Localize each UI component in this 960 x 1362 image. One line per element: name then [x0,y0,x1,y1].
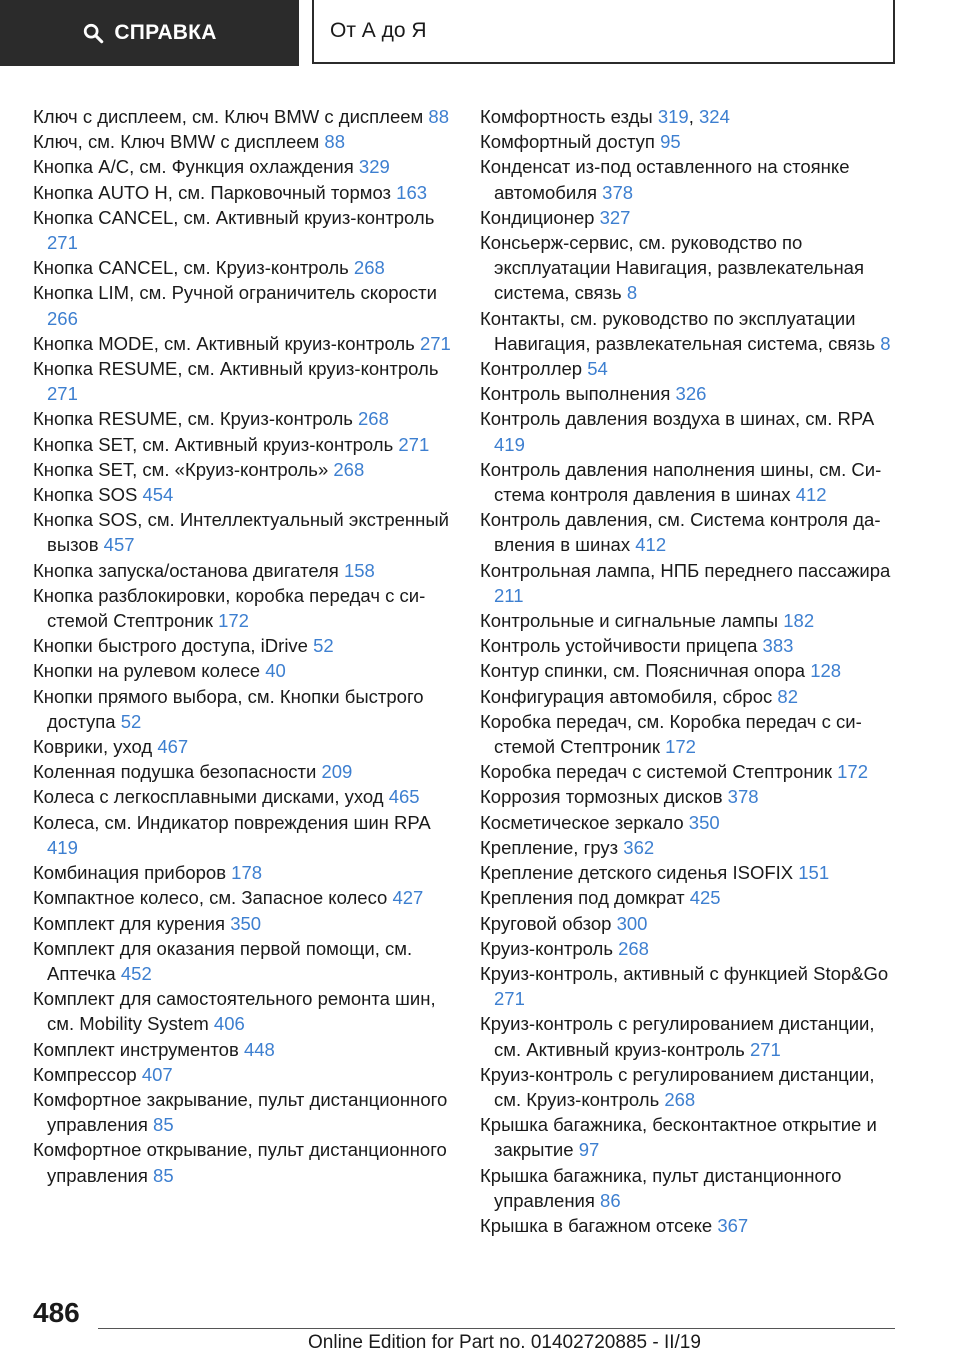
page-link[interactable]: 452 [120,962,152,984]
index-entry-text: Ключ, см. Ключ BMW с дисплеем [33,131,320,153]
header-bar [0,0,960,70]
index-entry-text: Комплект инструментов [33,1038,239,1060]
index-entry [33,784,458,809]
index-entry [33,1087,458,1137]
index-entry [33,1037,458,1062]
index-entry [33,759,458,784]
index-entry [480,1112,905,1162]
index-entry-text: Контроль давления воздуха в шинах, см. RPA [480,408,874,430]
index-entry-text: Коврики, уход [33,736,153,758]
page-link[interactable]: 151 [798,862,830,884]
index-entry [480,558,905,608]
page-separator: , [688,106,694,127]
index-entry-text: Кнопка разблокировки, коробка передач с системой Стептроник [33,584,426,632]
page-link[interactable]: 271 [47,232,78,254]
index-entry-text: Коррозия тормозных дисков [480,786,723,808]
index-entry [480,1062,905,1112]
index-entry-text: Крышка багажника, бесконтактное открытие и закрытие [480,1114,877,1161]
index-entry [33,482,458,507]
page-link[interactable]: 454 [142,484,174,506]
index-entry-text: Кнопка CANCEL, см. Круиз-контроль [33,257,349,279]
page-link[interactable]: 172 [218,610,249,632]
page-link[interactable]: 350 [230,912,262,934]
index-entry-text: Контур спинки, см. Поясничная опора [480,660,806,682]
index-entry-text: Кнопка SET, см. «Круиз-контроль» [33,458,329,480]
index-entry-text: Контакты, см. руководство по эксплуатации Навигация, развлекательная система, связь [480,307,876,354]
index-entry [480,129,905,154]
index-entry [480,507,905,557]
tab-help[interactable] [0,0,299,66]
page-link[interactable]: 457 [103,534,135,556]
index-entry-text: Колеса, см. Индикатор повреждения шин RPA [33,811,430,833]
index-entry-text: Косметическое зеркало [480,811,684,833]
index-entry-text: Контроллер [480,358,583,380]
index-entry [33,633,458,658]
page-link[interactable]: 406 [213,1013,245,1035]
page-link[interactable]: 182 [783,610,815,632]
page-link[interactable]: 319 [657,106,689,127]
page-link[interactable]: 271 [749,1038,781,1060]
index-entry [33,986,458,1036]
page-link[interactable]: 378 [602,181,634,203]
index-entry-text: Консьерж-сервис, см. руководство по эксплуатации Навигация, развлекательная система, связь [480,232,864,304]
page-link[interactable]: 407 [141,1063,173,1085]
index-entry-text: Коробка передач, см. Коробка передач с системой Стептроник [480,710,862,758]
index-entry-text: Контроль устойчивости прицепа [480,635,758,657]
page-link[interactable]: 362 [623,836,655,858]
index-entry-text: Конденсат из-под оставленного на стоянке автомобиля [480,156,850,203]
index-entry-text: Конфигурация автомобиля, сброс [480,685,773,707]
index-entry-text: Кнопка SET, см. Активный круиз-контроль [33,433,394,455]
index-entry [480,961,905,1011]
page-link[interactable]: 85 [153,1114,174,1136]
index-entry [33,583,458,633]
index-entry [480,154,905,204]
page-link[interactable]: 324 [699,106,730,127]
index-entry [480,810,905,835]
index-entry-text: Круиз-контроль [480,937,613,959]
page-link[interactable]: 163 [396,181,428,203]
index-entry [480,457,905,507]
index-entry [480,406,905,456]
index-entry [480,1011,905,1061]
index-entry [33,255,458,280]
index-entry-text: Кнопки прямого выбора, см. Кнопки быстрого доступа [33,685,424,732]
index-entry-text: Кнопка LIM, см. Ручной ограничитель скорости [33,282,437,304]
page-link[interactable]: 383 [762,635,794,657]
page-link[interactable]: 172 [837,761,869,783]
index-entry [33,507,458,557]
index-entry [480,684,905,709]
index-entry-text: Коробка передач с системой Стептроник [480,761,832,783]
page-link[interactable]: 412 [635,534,667,556]
index-entry [480,658,905,683]
index-entry [480,1163,905,1213]
page-link[interactable]: 268 [353,257,385,279]
index-entry-text: Контроль выполнения [480,383,671,405]
index-entry-text: Крепление детского сиденья ISOFIX [480,862,794,884]
index-entry [480,230,905,306]
index-entry [480,633,905,658]
index-entry [33,734,458,759]
index-entry-text: Кнопка SOS [33,484,138,506]
index-entry-text: Крышка багажника, пульт дистанционного управления [480,1164,842,1211]
search-icon [82,22,104,44]
index-entry [480,759,905,784]
index-entry-text: Кнопки на рулевом колесе [33,660,261,682]
index-entry [480,911,905,936]
page-link[interactable]: 412 [795,484,827,506]
page-link[interactable]: 271 [47,383,78,405]
page-link[interactable]: 350 [688,811,720,833]
index-entry-text: Круиз-контроль с регулированием дистанции, см. Круиз-контроль [480,1063,875,1110]
page-link[interactable]: 86 [600,1189,621,1211]
index-entry [33,280,458,330]
index-entry-text: Комфортность езды [480,106,653,127]
index-column-right [480,104,905,1238]
index-entry-text: Кнопка AUTO H, см. Парковочный тормоз [33,181,392,203]
index-entry [480,608,905,633]
index-entry [33,331,458,356]
index-entry-text: Кнопка запуска/останова двигателя [33,559,339,581]
index-entry [33,457,458,482]
index-entry [33,936,458,986]
page-link[interactable]: 209 [321,761,353,783]
page-link[interactable]: 128 [810,660,842,682]
index-entry [33,658,458,683]
index-entry [480,381,905,406]
page-link[interactable]: 448 [243,1038,275,1060]
index-entry-text: Круговой обзор [480,912,612,934]
index-entry [480,835,905,860]
page-link[interactable]: 378 [727,786,759,808]
index-column-left [33,104,458,1188]
tab-a-to-z[interactable] [312,0,895,64]
index-entry-text: Круиз-контроль, активный с функцией Stop&Go [480,962,889,984]
index-entry-text: Колеса с легкосплавными дисками, уход [33,786,384,808]
index-entry [480,1213,905,1238]
index-entry-text: Круиз-контроль с регулированием дистанции, см. Активный круиз-контроль [480,1013,875,1060]
index-entry-text: Кондиционер [480,206,595,228]
index-entry [33,860,458,885]
page-link[interactable]: 427 [392,887,424,909]
page-link[interactable]: 95 [660,131,681,153]
page-link[interactable]: 8 [880,332,891,354]
index-entry [33,180,458,205]
page-link[interactable]: 268 [664,1088,696,1110]
index-entry-text: Контроль давления, см. Система контроля давления в шинах [480,509,881,556]
page-link[interactable]: 8 [626,282,638,304]
page-link[interactable]: 271 [419,332,451,354]
page-link[interactable]: 85 [153,1164,174,1186]
index-entry-text: Комплект для самостоятельного ремонта шин, см. Mobility System [33,988,436,1035]
index-entry [33,684,458,734]
page-link[interactable]: 329 [358,156,390,178]
page-link[interactable]: 419 [47,836,78,858]
page-link[interactable]: 82 [777,685,798,707]
index-entry [480,104,905,129]
index-entry-text: Комфортный доступ [480,131,655,153]
index-entry-text: Комплект для курения [33,912,226,934]
page-link[interactable]: 178 [231,862,263,884]
index-entry [33,911,458,936]
index-entry-text: Комбинация приборов [33,862,227,884]
index-entry [33,1062,458,1087]
index-entry [33,154,458,179]
index-entry [480,860,905,885]
index-entry [33,104,458,129]
index-entry [33,205,458,255]
page-link[interactable]: 326 [675,383,707,405]
tab-a-to-z-label: От А до Я [330,19,427,42]
index-entry [33,406,458,431]
page-link[interactable]: 52 [313,635,334,657]
index-entry-text: Контроль давления наполнения шины, см. Система контроля давления в шинах [480,458,882,506]
index-entry-text: Контрольные и сигнальные лампы [480,610,779,632]
index-entry-text: Коленная подушка безопасности [33,761,317,783]
page-link[interactable]: 300 [616,912,648,934]
index-entry [480,205,905,230]
index-entry-text: Кнопка SOS, см. Интеллектуальный экстренный вызов [33,509,449,556]
index-entry-text: Ключ с дисплеем, см. Ключ BMW с дисплеем [33,106,424,127]
edition-note: Online Edition for Part no. 01402720885 - II/19 [308,1332,701,1353]
page-link[interactable]: 268 [333,458,365,480]
index-entry-text: Крышка в багажном отсеке [480,1214,713,1236]
page-link[interactable]: 268 [618,937,649,959]
index-entry-text: Комфортное открывание, пульт дистанционного управления [33,1139,447,1186]
page-link[interactable]: 271 [494,988,525,1010]
index-entry [33,558,458,583]
page-link[interactable]: 40 [265,660,286,682]
tab-help-label: СПРАВКА [114,21,217,44]
page-link[interactable]: 419 [494,433,525,455]
page-link[interactable]: 327 [599,206,631,228]
page-link[interactable]: 88 [428,106,449,127]
page-link[interactable]: 52 [120,710,142,732]
index-entry [480,709,905,759]
page-link[interactable]: 158 [343,559,375,581]
index-entry-text: Крепление, груз [480,836,619,858]
index-entry [480,936,905,961]
index-entry-text: Кнопка CANCEL, см. Активный круиз-контроль [33,206,435,228]
page-link[interactable]: 172 [665,736,696,758]
index-entry-text: Контрольная лампа, НПБ переднего пассажира [480,559,891,581]
index-entry-text: Кнопка RESUME, см. Круиз-контроль [33,408,353,430]
footer-divider [98,1328,895,1329]
index-entry-text: Компрессор [33,1063,137,1085]
index-entry [480,885,905,910]
page-link[interactable]: 271 [398,433,430,455]
index-entry [33,432,458,457]
index-entry-text: Комфортное закрывание, пульт дистанционного управления [33,1088,448,1136]
page-link[interactable]: 367 [717,1214,749,1236]
index-entry [33,1137,458,1187]
page-link[interactable]: 88 [324,131,345,153]
page-link[interactable]: 54 [587,358,608,380]
index-entry-text: Кнопки быстрого доступа, iDrive [33,635,308,657]
index-entry-text: Кнопка A/C, см. Функция охлаждения [33,156,354,178]
index-entry [33,810,458,860]
page-link[interactable]: 268 [358,408,389,430]
index-entry [33,129,458,154]
page-link[interactable]: 465 [388,786,420,808]
index-entry [480,356,905,381]
index-entry-text: Кнопка RESUME, см. Активный круиз-контроль [33,358,439,380]
index-entry [480,306,905,356]
page-link[interactable]: 97 [578,1139,600,1161]
page-link[interactable]: 467 [157,736,189,758]
index-entry-text: Крепления под домкрат [480,887,685,909]
index-entry-text: Компактное колесо, см. Запасное колесо [33,887,388,909]
page-number: 486 [33,1297,80,1328]
page-link[interactable]: 211 [494,584,524,606]
index-entry [33,885,458,910]
index-entry [33,356,458,406]
page-link[interactable]: 266 [47,307,78,329]
index-entry-text: Кнопка MODE, см. Активный круиз-контроль [33,332,415,354]
page-link[interactable]: 425 [689,887,721,909]
index-entry-text: Комплект для оказания первой помощи, см. Аптечка [33,937,413,984]
index-entry [480,784,905,809]
